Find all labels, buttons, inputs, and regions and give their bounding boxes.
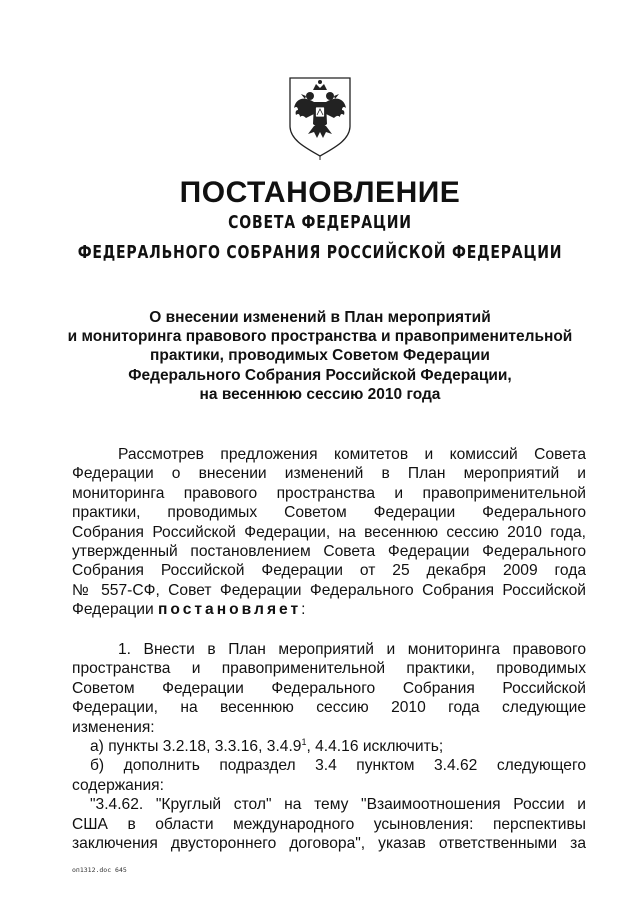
document-subject xyxy=(40,308,600,404)
coat-of-arms-emblem xyxy=(284,74,356,160)
double-headed-eagle-icon xyxy=(284,74,356,160)
paragraph-line: Рассмотрев предложения комитетов и комиссий Совета xyxy=(118,446,586,463)
paragraph-text: Федерации xyxy=(72,601,154,619)
subject-line: и мониторинга правового пространства и правоприменительной xyxy=(67,328,573,346)
subject-line: практики, проводимых Советом Федерации xyxy=(150,347,490,365)
document-title: ПОСТАНОВЛЕНИЕ xyxy=(179,176,461,209)
subitem-a-text: а) пункты 3.2.18, 3.3.16, 3.4.9 xyxy=(90,737,302,755)
quote-line: "3.4.62. "Круглый стол" на тему "Взаимоотношения России и xyxy=(90,796,586,814)
paragraph-line: утвержденный постановлением Совета Федерации Федерального xyxy=(72,542,586,560)
resolves-word: постановляет xyxy=(158,601,302,619)
paragraph-line: 1. Внести в План мероприятий и мониторинга правового xyxy=(118,641,586,658)
subject-line: на весеннюю сессию 2010 года xyxy=(199,385,441,403)
paragraph-line: Собрания Российской Федерации, на весеннюю сессию 2010 года, xyxy=(72,523,586,541)
paragraph-line: практики, проводимых Советом Федерации Федерального xyxy=(72,504,586,522)
paragraph-line-last xyxy=(72,600,586,619)
paragraph-line: пространства и правоприменительной практики, проводимых xyxy=(72,660,586,678)
quote-line: США в области международного усыновления: перспективы xyxy=(72,815,586,833)
paragraph-line: мониторинга правового пространства и правоприменительной xyxy=(72,484,586,502)
subitem-a xyxy=(72,737,586,756)
issuer-line-2: ФЕДЕРАЛЬНОГО СОБРАНИЯ РОССИЙСКОЙ ФЕДЕРАЦИИ xyxy=(77,242,563,263)
preamble-paragraph xyxy=(72,445,586,620)
subitem-b: б) дополнить подраздел 3.4 пунктом 3.4.62 следующего xyxy=(90,757,586,775)
subject-line: О внесении изменений в План мероприятий xyxy=(149,309,491,326)
file-reference-code: оп1312.doc 645 xyxy=(72,866,127,874)
resolves-colon: : xyxy=(301,601,306,619)
subject-line: Федерального Собрания Российской Федерации, xyxy=(128,366,512,384)
paragraph-line: № 557-СФ, Совет Федерации Федерального Собрания Российской xyxy=(72,581,586,599)
paragraph-line: Федерации, на весеннюю сессию 2010 года следующие xyxy=(72,699,586,717)
subitem-b-continuation: содержания: xyxy=(72,776,164,794)
footnote-superscript: 1 xyxy=(301,736,307,747)
paragraph-line: изменения: xyxy=(72,718,155,736)
paragraph-line: Собрания Российской Федерации от 25 декабря 2009 года xyxy=(72,562,586,580)
subitem-a-suffix: , 4.4.16 исключить; xyxy=(306,737,444,755)
paragraph-line: Советом Федерации Федерального Собрания Российской xyxy=(72,679,586,697)
quote-line: заключения двустороннего договора", указав ответственными за xyxy=(72,834,586,852)
issuer-line-1: СОВЕТА ФЕДЕРАЦИИ xyxy=(228,212,412,233)
item-1-paragraph xyxy=(72,640,586,853)
paragraph-line: Федерации о внесении изменений в План мероприятий и xyxy=(72,465,586,483)
